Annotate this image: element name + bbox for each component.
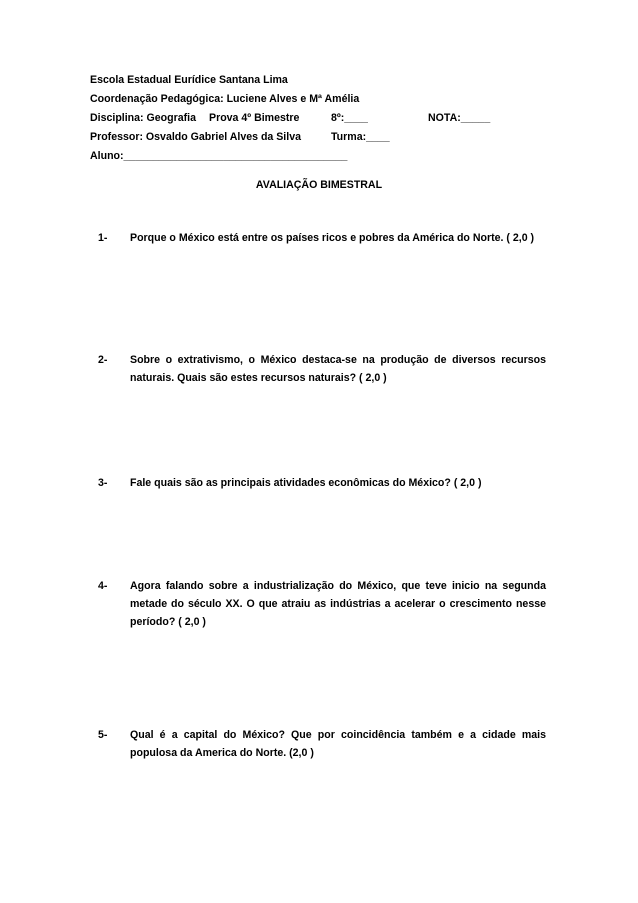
teacher-line: Professor: Osvaldo Gabriel Alves da Silva [90,131,301,143]
question-text: Qual é a capital do México? Que por coincidência também e a cidade mais populosa da America do Norte. (2,0 ) [130,729,546,759]
question-4 [98,577,546,631]
score-field: NOTA:_____ [428,112,491,124]
school-name: Escola Estadual Eurídice Santana Lima [90,74,288,86]
question-text: Agora falando sobre a industrialização do México, que teve inicio na segunda metade do século XX. O que atraiu as indústrias a acelerar o crescimento nesse período? ( 2,0 ) [130,580,546,628]
question-number: 5- [98,729,108,741]
question-number: 4- [98,580,108,592]
class-field: Turma:____ [331,131,390,143]
question-number: 2- [98,354,108,366]
grade-field: 8º:____ [331,112,368,124]
question-number: 1- [98,232,108,244]
coordination-line: Coordenação Pedagógica: Luciene Alves e Mª Amélia [90,93,360,105]
discipline-label: Disciplina: Geografia [90,112,196,124]
question-2 [98,351,546,387]
question-1 [98,229,546,247]
exam-label: Prova 4º Bimestre [209,112,300,124]
question-5 [98,726,546,762]
question-3 [98,474,546,492]
student-field: Aluno:______________________________________ [90,150,348,162]
exam-title: AVALIAÇÃO BIMESTRAL [255,179,383,191]
question-text: Porque o México está entre os países ricos e pobres da América do Norte. ( 2,0 ) [130,232,535,244]
question-text: Fale quais são as principais atividades econômicas do México? ( 2,0 ) [130,477,482,489]
question-text: Sobre o extrativismo, o México destaca-se na produção de diversos recursos naturais. Quais são estes recursos naturais? ( 2,0 ) [130,354,546,384]
question-number: 3- [98,477,108,489]
